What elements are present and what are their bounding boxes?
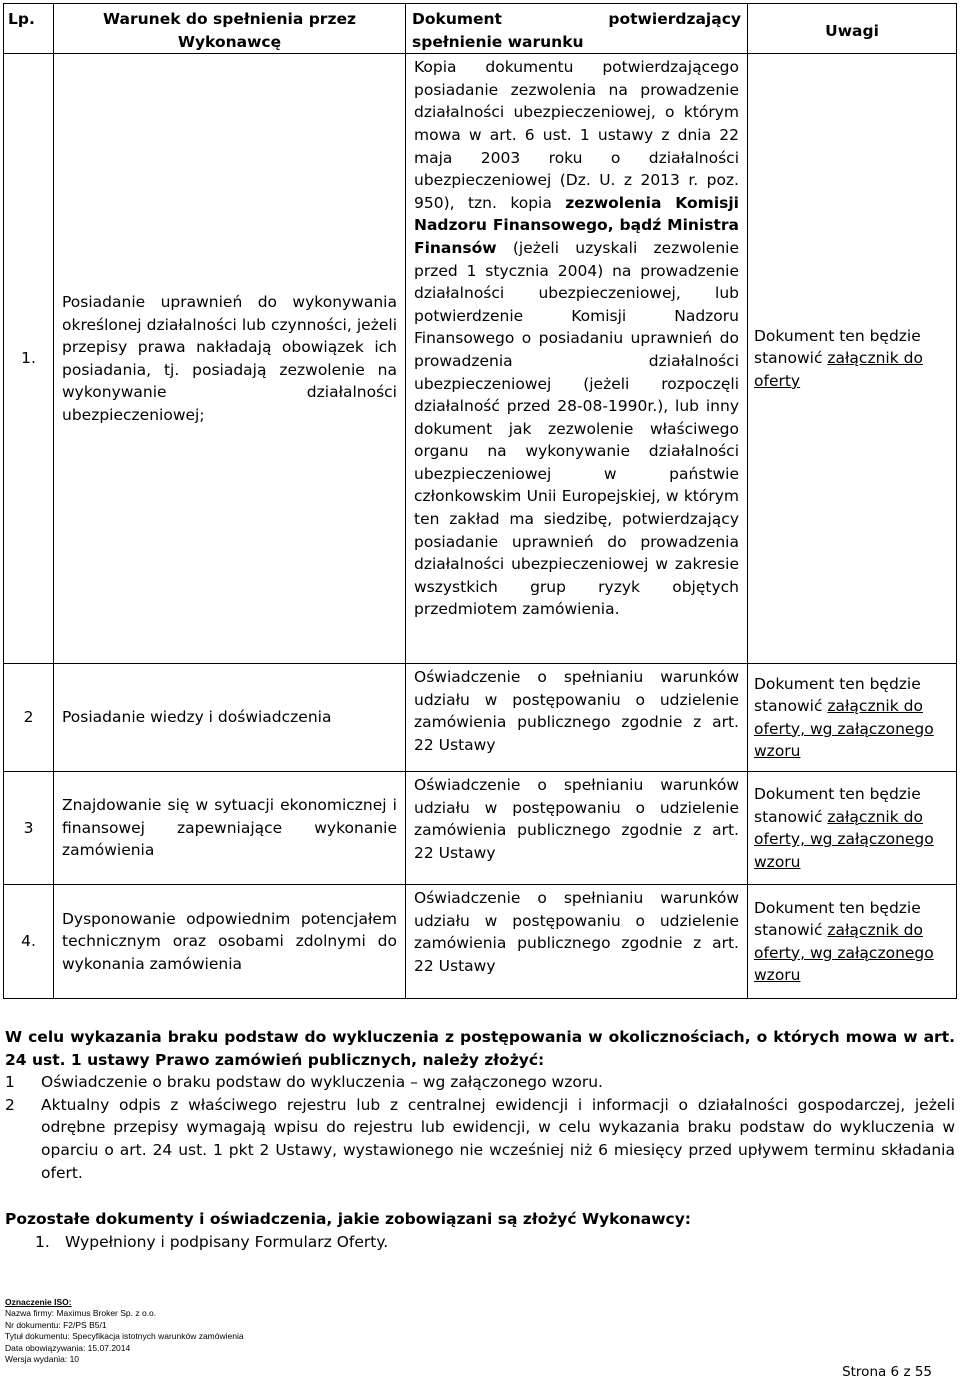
row-remarks-text: Dokument ten będzie stanowić	[754, 898, 921, 940]
row-remarks-text: Dokument ten będzie stanowić	[754, 326, 921, 368]
table-row	[4, 54, 957, 664]
footer-line: Wersja wydania: 10	[5, 1354, 80, 1365]
row-document-text-2: (jeżeli uzyskali zezwolenie przed 1 stycznia 2004) na prowadzenie działalności ubezpieczeniowej, lub potwierdzenie Komisji Nadzoru Finansowego o posiadaniu uprawnień do prowadzenia działalności ubezpieczeniowej (jeżeli rozpoczęli działalność przed 28-08-1990r.), lub inny dokument jak zezwolenie właściwego organu na wykonywanie działalności ubezpieczeniowej w państwie członkowskim Unii Europejskiej, w którym ten zakład ma siedzibę, potwierdzający posiadanie uprawnień do prowadzenia działalności ubezpieczeniowej w zakresie wszystkich grup ryzyk objętych przedmiotem zamówienia.	[414, 238, 739, 619]
header-lp: Lp.	[4, 4, 54, 54]
row-condition: Dysponowanie odpowiednim potencjałem technicznym oraz osobami zdolnymi do wykonania zamówienia	[54, 885, 406, 999]
other-docs-section	[5, 1208, 955, 1253]
table-header-row	[4, 4, 957, 54]
row-remarks	[748, 664, 957, 772]
requirements-table	[3, 3, 957, 999]
row-remarks-link: załącznik do oferty, wg załączonego wzoru	[754, 921, 934, 985]
list-item-text: Wypełniony i podpisany Formularz Oferty.	[65, 1232, 389, 1251]
header-condition-line1: Warunek do spełnienia przez	[102, 10, 357, 28]
row-remarks-link: załącznik do oferty	[754, 349, 923, 390]
list-item-number: 2	[5, 1095, 15, 1114]
footer-line: Nazwa firmy: Maximus Broker Sp. z o.o.	[5, 1308, 157, 1319]
footer-line: Data obowiązywania: 15.07.2014	[5, 1342, 131, 1353]
iso-footer	[5, 1297, 244, 1365]
row-document: Oświadczenie o spełnianiu warunków udziału w postępowaniu o udzielenie zamówienia publicznego zgodnie z art. 22 Ustawy	[406, 772, 748, 885]
row-document: Oświadczenie o spełnianiu warunków udziału w postępowaniu o udzielenie zamówienia publicznego zgodnie z art. 22 Ustawy	[406, 885, 748, 999]
row-document-bold: zezwolenia Komisji Nadzoru Finansowego, bądź Ministra Finansów	[414, 193, 739, 257]
exclusion-heading: W celu wykazania braku podstaw do wykluczenia z postępowania w okolicznościach, o których mowa w art. 24 ust. 1 ustawy Prawo zamówień publicznych, należy złożyć:	[5, 1028, 955, 1069]
header-remarks: Uwagi	[748, 4, 957, 54]
page-number: Strona 6 z 55	[842, 1364, 932, 1380]
list-item-number: 1	[5, 1073, 15, 1092]
row-remarks	[748, 54, 957, 664]
row-condition: Posiadanie wiedzy i doświadczenia	[54, 664, 406, 772]
row-document-text-1: Kopia dokumentu potwierdzającego posiadanie zezwolenia na prowadzenie działalności ubezpieczeniowej, o którym mowa w art. 6 ust. 1 ustawy z dnia 22 maja 2003 roku o działalności ubezpieczeniowej (Dz. U. z 2013 r. poz. 950), tzn. kopia	[414, 58, 739, 212]
row-remarks-text: Dokument ten będzie stanowić	[754, 785, 921, 826]
header-document-line2: spełnienie warunku	[412, 32, 584, 51]
footer-heading: Oznaczenie ISO:	[5, 1297, 72, 1307]
row-remarks	[748, 885, 957, 999]
row-remarks-text: Dokument ten będzie stanowić	[754, 674, 921, 716]
table-row	[4, 885, 957, 999]
list-item-number: 1.	[35, 1232, 50, 1251]
row-number: 2	[4, 664, 54, 772]
header-document-line1: Dokument potwierdzający	[412, 10, 741, 28]
header-document	[406, 4, 748, 54]
row-remarks-link: załącznik do oferty, wg załączonego wzoru	[754, 697, 934, 761]
footer-line: Tytuł dokumentu: Specyfikacja istotnych warunków zamówienia	[5, 1331, 244, 1342]
row-document	[406, 54, 748, 664]
row-document: Oświadczenie o spełnianiu warunków udziału w postępowaniu o udzielenie zamówienia publicznego zgodnie z art. 22 Ustawy	[406, 664, 748, 772]
list-item	[5, 1231, 955, 1254]
footer-line: Nr dokumentu: F2/PS B5/1	[5, 1319, 107, 1330]
exclusion-section	[5, 1026, 955, 1184]
row-number: 4.	[4, 885, 54, 999]
list-item-text: Aktualny odpis z właściwego rejestru lub z centralnej ewidencji i informacji o działalności gospodarczej, jeżeli odrębne przepisy wymagają wpisu do rejestru lub ewidencji, w celu wykazania braku podstaw do wykluczenia w oparciu o art. 24 ust. 1 pkt 2 Ustawy, wystawionego nie wcześniej niż 6 miesięcy przed upływem terminu składania ofert.	[41, 1095, 955, 1182]
header-condition	[54, 4, 406, 54]
list-item	[5, 1071, 955, 1094]
list-item-text: Oświadczenie o braku podstaw do wykluczenia – wg załączonego wzoru.	[41, 1073, 603, 1092]
row-remarks	[748, 772, 957, 885]
other-docs-heading: Pozostałe dokumenty i oświadczenia, jakie zobowiązani są złożyć Wykonawcy:	[5, 1210, 692, 1228]
table-row	[4, 772, 957, 885]
header-condition-line2: Wykonawcę	[177, 32, 282, 51]
row-remarks-link: załącznik do oferty, wg załączonego wzoru	[754, 807, 934, 871]
row-condition: Posiadanie uprawnień do wykonywania określonej działalności lub czynności, jeżeli przepisy prawa nakładają obowiązek ich posiadania, tj. posiadają zezwolenie na wykonywanie działalności ubezpieczeniowej;	[54, 54, 406, 664]
row-number: 1.	[4, 54, 54, 664]
row-condition: Znajdowanie się w sytuacji ekonomicznej i finansowej zapewniające wykonanie zamówienia	[54, 772, 406, 885]
list-item	[5, 1094, 955, 1184]
table-row	[4, 664, 957, 772]
row-number: 3	[4, 772, 54, 885]
